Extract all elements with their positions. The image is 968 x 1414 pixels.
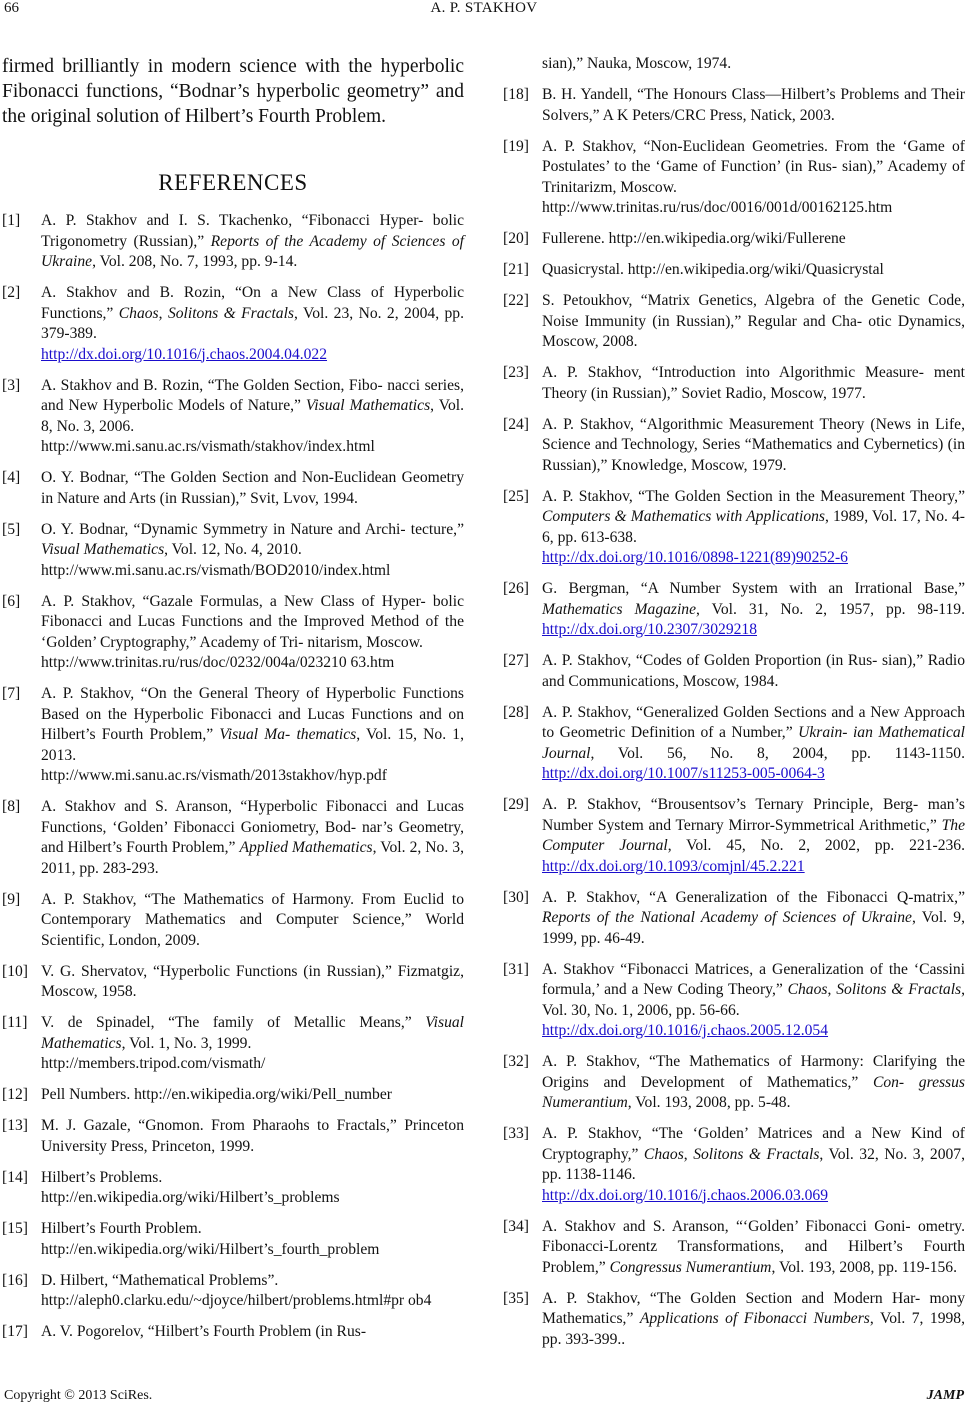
reference-text: A. P. Stakhov, “On the General Theory of Hyperbolic Functions Based on the Hyperbolic Fibonacci and Lucas Functions and on Hilbert’s Fourth Problem,” Visual Ma- thematics, Vol. 15, No. 1, 2013. (41, 685, 464, 764)
doi-link[interactable]: http://dx.doi.org/10.1016/j.chaos.2005.12.054 (542, 1022, 829, 1039)
reference-url: http://en.wikipedia.org/wiki/Hilbert’s_fourth_problem (41, 1240, 380, 1258)
reference-item (2, 1168, 464, 1209)
reference-number: [27] (503, 652, 529, 669)
reference-text: D. Hilbert, “Mathematical Problems”. (41, 1271, 279, 1289)
reference-text: A. P. Stakhov, “Gazale Formulas, a New Class of Hyper- bolic Fibonacci and Lucas Functions and the Improved Method of the ‘Golden’ Cryptography,” Academy of Tri- nitarism, Moscow. (41, 592, 464, 651)
reference-item (503, 960, 965, 1042)
reference-text: O. Y. Bodnar, “Dynamic Symmetry in Nature and Archi- tecture,” Visual Mathematics, Vol. 12, No. 4, 2010. (41, 520, 464, 558)
reference-text: A. P. Stakhov, “The Golden Section and Modern Har- mony Mathematics,” Applications of Fibonacci Numbers, Vol. 7, 1998, pp. 393-399.. (542, 1289, 965, 1348)
reference-number: [2] (2, 284, 21, 301)
reference-number: [17] (2, 1323, 28, 1340)
reference-url: http://www.mi.sanu.ac.rs/vismath/2013stakhov/hyp.pdf (41, 767, 387, 784)
reference-list-left (2, 211, 464, 1343)
reference-text: A. P. Stakhov, “Non-Euclidean Geometries. From the ‘Game of Postulates’ to the ‘Game of Function’ (in Rus- sian),” Academy of Trinitarizm, Moscow. (542, 137, 965, 196)
reference-number: [1] (2, 212, 21, 229)
reference-number: [16] (2, 1271, 28, 1289)
reference-item (2, 1013, 464, 1075)
reference-item (503, 260, 965, 281)
reference-text: G. Bergman, “A Number System with an Irrational Base,” Mathematics Magazine, Vol. 31, No. 2, 1957, pp. 98-119. http://dx.doi.org/10.2307/3029218 (542, 580, 965, 638)
reference-text: Pell Numbers. http://en.wikipedia.org/wiki/Pell_number (41, 1086, 392, 1103)
reference-item (503, 229, 965, 250)
doi-link[interactable]: http://dx.doi.org/10.2307/3029218 (542, 621, 758, 638)
reference-text: A. P. Stakhov and I. S. Tkachenko, “Fibonacci Hyper- bolic Trigonometry (Russian),” Reports of the Academy of Sciences of Ukraine, Vol. 208, No. 7, 1993, pp. 9-14. (41, 212, 464, 270)
reference-number: [32] (503, 1053, 529, 1070)
reference-item (2, 1219, 464, 1260)
reference-item (503, 137, 965, 219)
reference-text: Quasicrystal. http://en.wikipedia.org/wiki/Quasicrystal (542, 261, 884, 278)
reference-text: A. Stakhov and B. Rozin, “The Golden Section, Fibo- nacci series, and New Hyperbolic Models of Nature,” Visual Mathematics, Vol. 8, No. 3, 2006. (41, 376, 465, 435)
reference-text: V. G. Shervatov, “Hyperbolic Functions (in Russian),” Fizmatgiz, Moscow, 1958. (41, 962, 464, 1000)
reference-item (2, 1271, 464, 1312)
reference-number: [21] (503, 261, 529, 278)
reference-item (503, 85, 965, 126)
reference-item (2, 890, 464, 952)
reference-text: A. V. Pogorelov, “Hilbert’s Fourth Problem (in Rus- (41, 1323, 367, 1340)
right-column (503, 54, 965, 1361)
reference-number: [25] (503, 487, 529, 505)
reference-url: http://aleph0.clarku.edu/~djoyce/hilbert/problems.html#pr ob4 (41, 1292, 432, 1309)
reference-url: http://en.wikipedia.org/wiki/Hilbert’s_problems (41, 1189, 340, 1206)
reference-number: [3] (2, 376, 21, 394)
reference-item (503, 363, 965, 404)
reference-text: M. J. Gazale, “Gnomon. From Pharaohs to Fractals,” Princeton University Press, Princeton, 1999. (41, 1117, 464, 1155)
reference-text: A. Stakhov and S. Aranson, “Hyperbolic Fibonacci and Lucas Functions, ‘Golden’ Fibonacci Goniometry, Bod- nar’s Geometry, and Hilbert’s Fourth Problem,” Applied Mathematics, Vol. 2, No. 3, 2011, pp. 283-293. (41, 798, 464, 877)
reference-number: [11] (2, 1014, 28, 1031)
reference-number: [34] (503, 1217, 529, 1235)
reference-text: A. P. Stakhov, “Brousentsov’s Ternary Principle, Berg- man’s Number System and Ternary Mirror-Symmetrical Arithmetic,” The Computer Journal, Vol. 45, No. 2, 2002, pp. 221-236. http://dx.doi.org/10.1093/comjnl/45.2.221 (542, 796, 965, 875)
reference-text: O. Y. Bodnar, “The Golden Section and Non-Euclidean Geometry in Nature and Arts (in Russian),” Svit, Lvov, 1994. (41, 469, 464, 507)
reference-item (503, 1217, 965, 1279)
page-header (0, 0, 968, 30)
reference-number: [5] (2, 520, 21, 538)
reference-item (503, 888, 965, 950)
reference-item (2, 376, 464, 458)
reference-url: http://www.trinitas.ru/rus/doc/0016/001d/00162125.htm (542, 199, 893, 216)
reference-text: A. P. Stakhov, “Generalized Golden Sections and a New Approach to Geometric Definition of a Number,” Ukrain- ian Mathematical Journal, Vol. 56, No. 8, 2004, pp. 1143-1150. http://dx.doi.org/10.1007/s11253-005-0064-3 (542, 703, 965, 782)
reference-number: [10] (2, 962, 28, 980)
reference-item (2, 1322, 464, 1343)
reference-item (2, 962, 464, 1003)
reference-text: S. Petoukhov, “Matrix Genetics, Algebra of the Genetic Code, Noise Immunity (in Russian),” Regular and Cha- otic Dynamics, Moscow, 2008. (542, 292, 965, 350)
reference-url: http://www.trinitas.ru/rus/doc/0232/004a/023210 63.htm (41, 654, 395, 671)
reference-number: [4] (2, 469, 21, 486)
reference-text: Hilbert’s Problems. (41, 1168, 163, 1186)
left-column (2, 54, 464, 1353)
reference-item (503, 291, 965, 353)
reference-item (503, 1289, 965, 1351)
reference-list-right (503, 85, 965, 1350)
reference-number: [31] (503, 960, 529, 978)
reference-number: [6] (2, 592, 21, 610)
doi-link[interactable]: http://dx.doi.org/10.1016/j.chaos.2006.03.069 (542, 1186, 829, 1204)
reference-text: B. H. Yandell, “The Honours Class—Hilbert’s Problems and Their Solvers,” A K Peters/CRC Press, Natick, 2003. (542, 86, 965, 124)
reference-number: [18] (503, 86, 529, 103)
reference-item (2, 1116, 464, 1157)
reference-number: [14] (2, 1168, 28, 1186)
intro-paragraph: firmed brilliantly in modern science with the hyperbolic Fibonacci functions, “Bodnar’s hyperbolic geometry” and the original solution of Hilbert’s Fourth Problem. (2, 56, 464, 127)
reference-text: A. P. Stakhov, “The Mathematics of Harmony. From Euclid to Contemporary Mathematics and Computer Science,” World Scientific, London, 2009. (41, 890, 464, 949)
doi-link[interactable]: http://dx.doi.org/10.1016/0898-1221(89)90252-6 (542, 549, 848, 566)
journal-abbrev: JAMP (926, 1388, 964, 1403)
reference-text: A. P. Stakhov, “The Mathematics of Harmony: Clarifying the Origins and Development of Mathematics,” Con- gressus Numerantium, Vol. 193, 2008, pp. 5-48. (542, 1053, 965, 1111)
reference-continuation (503, 54, 965, 75)
running-head: A. P. STAKHOV (430, 0, 538, 16)
reference-text: A. Stakhov and S. Aranson, “‘Golden’ Fibonacci Goni- ometry. Fibonacci-Lorentz Transformations, and Hilbert’s Fourth Problem,” Congressus Numerantium, Vol. 193, 2008, pp. 119-156. (542, 1217, 965, 1276)
reference-item (503, 1124, 965, 1206)
reference-item (2, 468, 464, 509)
reference-text: A. Stakhov “Fibonacci Matrices, a Generalization of the ‘Cassini formula,’ and a New Coding Theory,” Chaos, Solitons & Fractals, Vol. 30, No. 1, 2006, pp. 56-66. (542, 960, 966, 1019)
reference-item (503, 1052, 965, 1114)
doi-link[interactable]: http://dx.doi.org/10.1007/s11253-005-0064-3 (542, 765, 825, 782)
reference-item (2, 211, 464, 273)
reference-item (2, 592, 464, 674)
reference-text: Hilbert’s Fourth Problem. (41, 1220, 202, 1237)
reference-item (2, 797, 464, 879)
page-footer (0, 1388, 968, 1408)
reference-text: A. P. Stakhov, “Algorithmic Measurement Theory (News in Life, Science and Technology, Series “Mathematics and Cybernetics) (in Russian),” Knowledge, Moscow, 1979. (542, 415, 965, 474)
reference-item (503, 487, 965, 569)
reference-item (503, 415, 965, 477)
reference-number: [23] (503, 364, 529, 381)
reference-url: http://www.mi.sanu.ac.rs/vismath/stakhov/index.html (41, 438, 375, 455)
reference-number: [13] (2, 1117, 28, 1134)
reference-number: [22] (503, 292, 529, 309)
doi-link[interactable]: http://dx.doi.org/10.1093/comjnl/45.2.221 (542, 857, 805, 875)
reference-number: [35] (503, 1289, 529, 1307)
reference-item (2, 520, 464, 582)
reference-number: [26] (503, 580, 529, 597)
reference-number: [15] (2, 1220, 28, 1237)
reference-text: A. P. Stakhov, “A Generalization of the Fibonacci Q-matrix,” Reports of the National Academy of Sciences of Ukraine, Vol. 9, 1999, pp. 46-49. (542, 888, 965, 947)
reference-number: [33] (503, 1125, 529, 1142)
reference-text: A. Stakhov and B. Rozin, “On a New Class of Hyperbolic Functions,” Chaos, Solitons & Fractals, Vol. 23, No. 2, 2004, pp. 379-389. (41, 284, 465, 342)
reference-number: [8] (2, 798, 21, 815)
reference-item (2, 1085, 464, 1106)
reference-text: A. P. Stakhov, “The Golden Section in the Measurement Theory,” Computers & Mathematics with Applications, 1989, Vol. 17, No. 4-6, pp. 613-638. (542, 487, 965, 546)
reference-number: [12] (2, 1086, 28, 1103)
reference-url: http://www.mi.sanu.ac.rs/vismath/BOD2010/index.html (41, 561, 391, 579)
references-heading: REFERENCES (158, 170, 308, 195)
reference-item (2, 283, 464, 365)
reference-number: [19] (503, 137, 529, 155)
reference-item (2, 684, 464, 787)
copyright-notice: Copyright © 2013 SciRes. (4, 1388, 153, 1403)
reference-text: A. P. Stakhov, “Codes of Golden Proportion (in Rus- sian),” Radio and Communications, Moscow, 1984. (542, 652, 965, 690)
reference-text: A. P. Stakhov, “Introduction into Algorithmic Measure- ment Theory (in Russian),” Soviet Radio, Moscow, 1977. (542, 364, 965, 402)
reference-item (503, 703, 965, 785)
reference-url: http://members.tripod.com/vismath/ (41, 1055, 266, 1072)
reference-number: [7] (2, 685, 21, 702)
reference-item (503, 651, 965, 692)
reference-text: A. P. Stakhov, “The ‘Golden’ Matrices and a New Kind of Cryptography,” Chaos, Solitons & Fractals, Vol. 32, No. 3, 2007, pp. 1138-1146. (542, 1125, 965, 1183)
reference-number: [24] (503, 415, 529, 433)
doi-link[interactable]: http://dx.doi.org/10.1016/j.chaos.2004.04.022 (41, 345, 328, 363)
reference-item (503, 795, 965, 877)
reference-item (503, 579, 965, 641)
reference-number: [28] (503, 703, 529, 721)
reference-number: [29] (503, 796, 529, 813)
reference-number: [20] (503, 230, 529, 247)
reference-continuation-text: sian),” Nauka, Moscow, 1974. (542, 55, 732, 72)
reference-number: [9] (2, 890, 21, 908)
reference-text: V. de Spinadel, “The family of Metallic Means,” Visual Mathematics, Vol. 1, No. 3, 1999. (41, 1014, 464, 1052)
reference-text: Fullerene. http://en.wikipedia.org/wiki/Fullerene (542, 230, 846, 247)
reference-number: [30] (503, 888, 529, 906)
page-number: 66 (4, 0, 19, 16)
